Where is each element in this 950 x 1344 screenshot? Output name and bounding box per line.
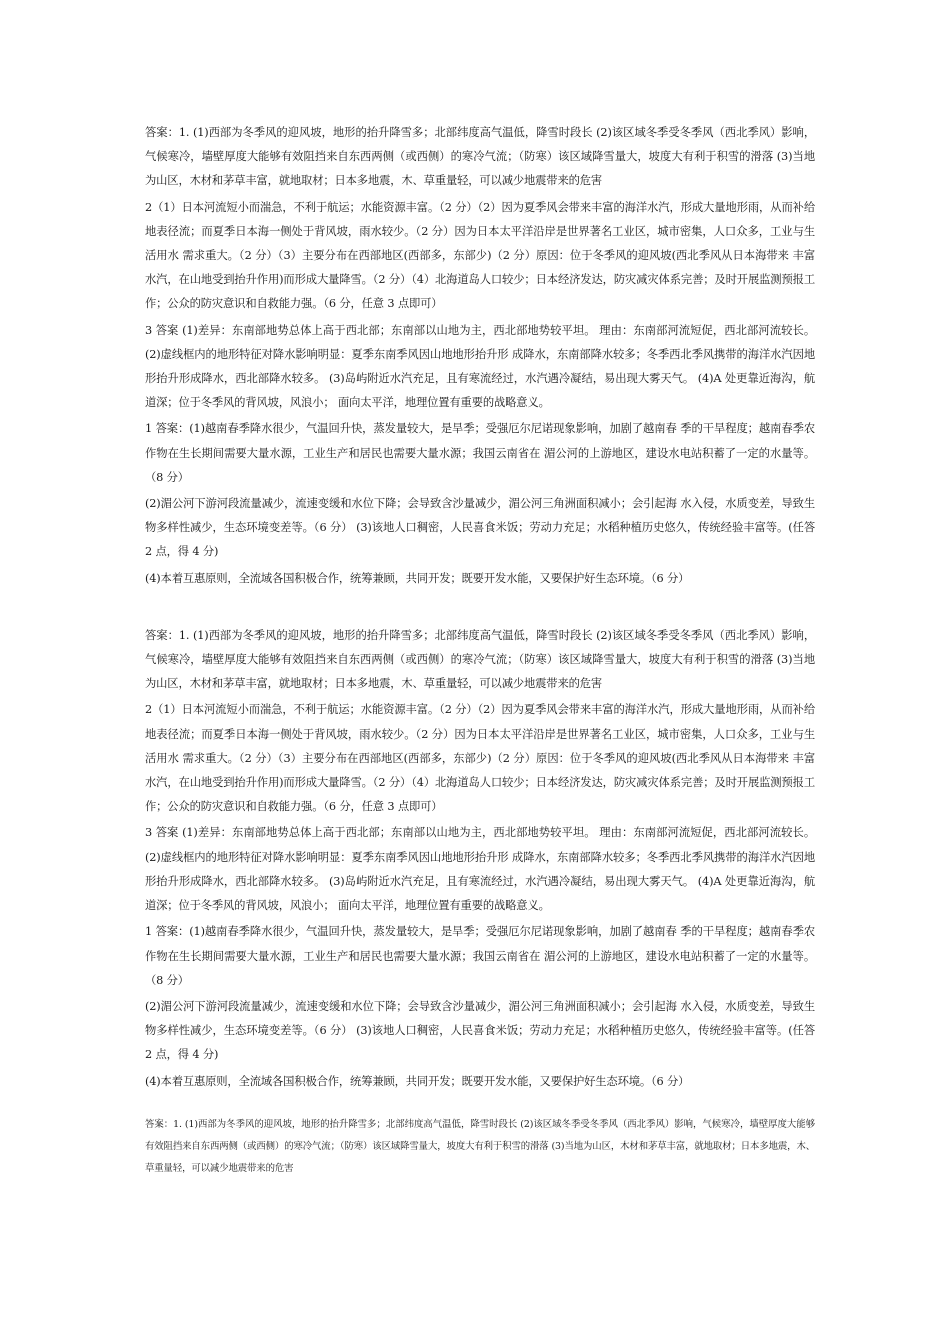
answer-paragraph: (4)本着互惠原则，全流域各国积极合作，统筹兼顾，共同开发；既要开发水能，又要保护好生态环境。（6 分） — [145, 1074, 690, 1088]
block-spacer — [145, 593, 815, 624]
answer-paragraph: 答案：1. (1)西部为冬季风的迎风坡，地形的抬升降雪多；北部纬度高气温低，降雪时段长 (2)该区域冬季受冬季风（西北季风）影响，气候寒冷，墙壁厚度大能够有效阻挡来自东西两侧（或西侧）的寒冷气流；（防寒）该区域降雪量大，坡度大有利于积雪的滑落 (3)当地为山区，木材和茅草丰富，就地取材；日本多地震，木、草重量轻，可以减少地震带来的危害 — [145, 1118, 815, 1174]
answer-block-3 — [145, 1114, 815, 1180]
answer-block-2 — [145, 624, 815, 1094]
answer-paragraph: (2)湄公河下游河段流量减少，流速变缓和水位下降；会导致含沙量减少，湄公河三角洲面积减小；会引起海 水入侵，水质变差，导致生物多样性减少，生态环境变差等。（6 分） (3)该地人口稠密，人民喜食米饭；劳动力充足；水稻种植历史悠久，传统经验丰富等。(任答 2 点，得 4 分) — [145, 999, 815, 1062]
answer-block-1 — [145, 121, 815, 591]
answer-paragraph: 3 答案 (1)差异：东南部地势总体上高于西北部；东南部以山地为主，西北部地势较平坦。 理由：东南部河流短促，西北部河流较长。(2)虚线框内的地形特征对降水影响明显：夏季东南季风因山地地形抬升形 成降水，东南部降水较多；冬季西北季风携带的海洋水汽因地形抬升形成降水，西北部降水较多。 (3)岛屿附近水汽充足，且有寒流经过，水汽遇冷凝结，易出现大雾天气。 (4)A 处更靠近海沟，航道深；位于冬季风的背风坡，风浪小； 面向太平洋，地理位置有重要的战略意义。 — [145, 323, 815, 410]
answer-paragraph: (2)湄公河下游河段流量减少，流速变缓和水位下降；会导致含沙量减少，湄公河三角洲面积减小；会引起海 水入侵，水质变差，导致生物多样性减少，生态环境变差等。（6 分） (3)该地人口稠密，人民喜食米饭；劳动力充足；水稻种植历史悠久，传统经验丰富等。(任答 2 点，得 4 分) — [145, 497, 815, 559]
answer-paragraph: 答案：1. (1)西部为冬季风的迎风坡，地形的抬升降雪多；北部纬度高气温低，降雪时段长 (2)该区域冬季受冬季风（西北季风）影响，气候寒冷，墙壁厚度大能够有效阻挡来自东西两侧（或西侧）的寒冷气流；（防寒）该区域降雪量大，坡度大有利于积雪的滑落 (3)当地为山区，木材和茅草丰富，就地取材；日本多地震，木、草重量轻，可以减少地震带来的危害 — [145, 628, 815, 691]
block-spacer — [145, 1096, 815, 1114]
answer-paragraph: 1 答案：(1)越南春季降水很少，气温回升快，蒸发量较大，是旱季；受强厄尔尼诺现象影响，加剧了越南春 季的干旱程度；越南春季农作物在生长期间需要大量水源，工业生产和居民也需要大量水源；我国云南省在 湄公河的上游地区，建设水电站积蓄了一定的水量等。（8 分） — [145, 422, 815, 484]
answer-paragraph: 答案：1. (1)西部为冬季风的迎风坡，地形的抬升降雪多；北部纬度高气温低，降雪时段长 (2)该区域冬季受冬季风（西北季风）影响，气候寒冷，墙壁厚度大能够有效阻挡来自东西两侧（或西侧）的寒冷气流；（防寒）该区域降雪量大，坡度大有利于积雪的滑落 (3)当地为山区，木材和茅草丰富，就地取材；日本多地震，木、草重量轻，可以减少地震带来的危害 — [145, 126, 815, 188]
document-page — [145, 121, 815, 1182]
answer-paragraph: 1 答案：(1)越南春季降水很少，气温回升快，蒸发量较大，是旱季；受强厄尔尼诺现象影响，加剧了越南春 季的干旱程度；越南春季农作物在生长期间需要大量水源，工业生产和居民也需要大量水源；我国云南省在 湄公河的上游地区，建设水电站积蓄了一定的水量等。（8 分） — [145, 925, 815, 987]
answer-paragraph: (4)本着互惠原则，全流域各国积极合作，统筹兼顾，共同开发；既要开发水能，又要保护好生态环境。（6 分） — [145, 571, 690, 585]
answer-paragraph: 3 答案 (1)差异：东南部地势总体上高于西北部；东南部以山地为主，西北部地势较平坦。 理由：东南部河流短促，西北部河流较长。(2)虚线框内的地形特征对降水影响明显：夏季东南季风因山地地形抬升形 成降水，东南部降水较多；冬季西北季风携带的海洋水汽因地形抬升形成降水，西北部降水较多。 (3)岛屿附近水汽充足，且有寒流经过，水汽遇冷凝结，易出现大雾天气。 (4)A 处更靠近海沟，航道深；位于冬季风的背风坡，风浪小； 面向太平洋，地理位置有重要的战略意义。 — [145, 826, 815, 913]
answer-paragraph: 2（1）日本河流短小而湍急，不利于航运；水能资源丰富。（2 分）（2）因为夏季风会带来丰富的海洋水汽，形成大量地形雨，从而补给地表径流；而夏季日本海一侧处于背风坡，雨水较少。（2 分）因为日本太平洋沿岸是世界著名工业区，城市密集，人口众多，工业与生活用水 需求重大。（2 分）（3）主要分布在西部地区(西部多，东部少)（2 分）原因：位于冬季风的迎风坡(西北季风从日本海带来 丰富水汽，在山地受到抬升作用)而形成大量降雪。（2 分）（4）北海道岛人口较少；日本经济发达，防灾减灾体系完善；及时开展监测预报工作；公众的防灾意识和自救能力强。（6 分，任意 3 点即可） — [145, 200, 815, 311]
answer-paragraph: 2（1）日本河流短小而湍急，不利于航运；水能资源丰富。（2 分）（2）因为夏季风会带来丰富的海洋水汽，形成大量地形雨，从而补给地表径流；而夏季日本海一侧处于背风坡，雨水较少。（2 分）因为日本太平洋沿岸是世界著名工业区，城市密集，人口众多，工业与生活用水 需求重大。（2 分）（3）主要分布在西部地区(西部多，东部少)（2 分）原因：位于冬季风的迎风坡(西北季风从日本海带来 丰富水汽，在山地受到抬升作用)而形成大量降雪。（2 分）（4）北海道岛人口较少；日本经济发达，防灾减灾体系完善；及时开展监测预报工作；公众的防灾意识和自救能力强。（6 分，任意 3 点即可） — [145, 703, 815, 814]
